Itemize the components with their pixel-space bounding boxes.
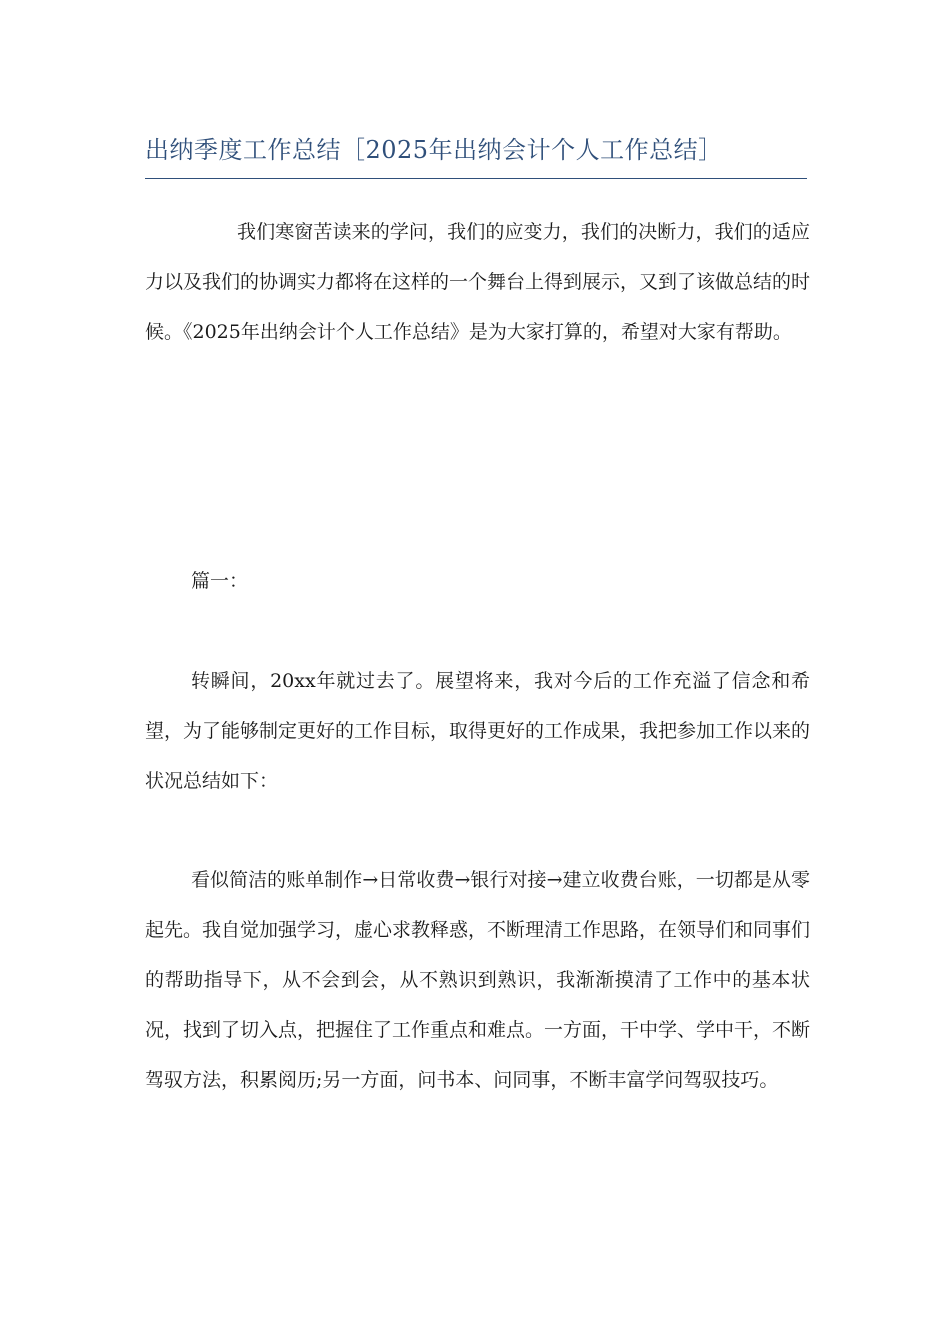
document-title: 出纳季度工作总结［2025年出纳会计个人工作总结］ — [145, 136, 723, 164]
body-paragraph-2: 看似简洁的账单制作→日常收费→银行对接→建立收费台账，一切都是从零起先。我自觉加强学习，虚心求教释惑，不断理清工作思路，在领导们和同事们的帮助指导下，从不会到会，从不熟识到熟识，我渐渐摸清了工作中的基本状况，找到了切入点，把握住了工作重点和难点。一方面，干中学、学中干，不断驾驭方法，积累阅历;另一方面，问书本、问同事，不断丰富学问驾驭技巧。 — [145, 869, 811, 1091]
title-underline — [145, 178, 807, 179]
body-paragraph-1: 转瞬间，20xx年就过去了。展望将来，我对今后的工作充溢了信念和希望，为了能够制定更好的工作目标，取得更好的工作成果，我把参加工作以来的状况总结如下： — [145, 670, 811, 792]
intro-paragraph: 我们寒窗苦读来的学问，我们的应变力，我们的决断力，我们的适应力以及我们的协调实力都将在这样的一个舞台上得到展示，又到了该做总结的时候。《2025年出纳会计个人工作总结》是为大家打算的，希望对大家有帮助。 — [145, 221, 811, 343]
section-heading: 篇一： — [191, 570, 249, 592]
